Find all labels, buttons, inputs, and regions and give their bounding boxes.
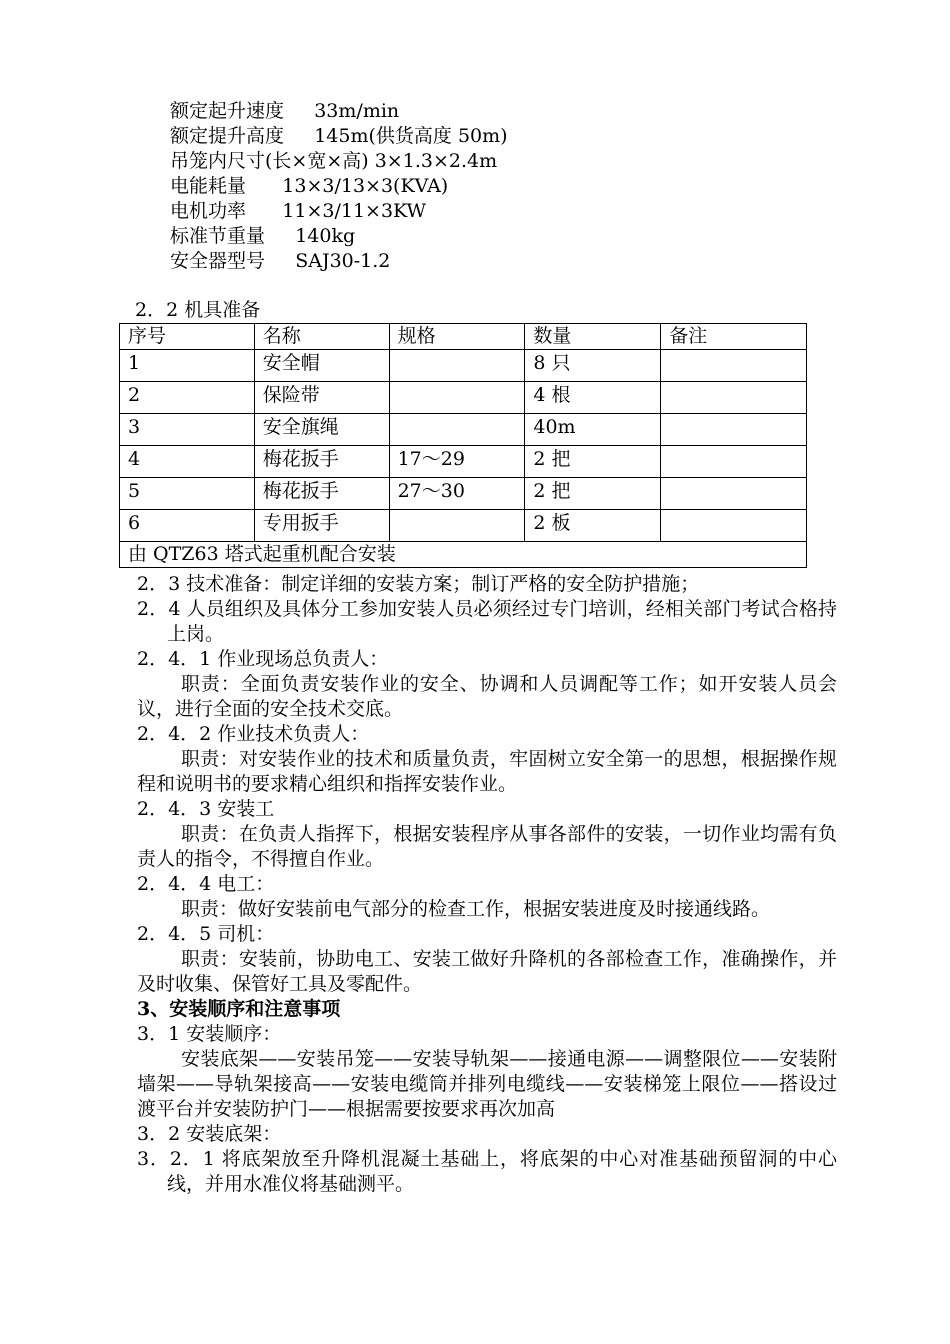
table-cell: 4 根 — [525, 382, 661, 414]
spec-value: 145m(供货高度 50m) — [314, 125, 508, 147]
spec-row — [170, 199, 508, 224]
table-row — [120, 478, 807, 510]
spec-value: 3×1.3×2.4m — [374, 150, 498, 172]
table-row — [120, 382, 807, 414]
table-cell — [389, 510, 525, 542]
table-cell: 保险带 — [254, 382, 389, 414]
table-cell — [389, 350, 525, 382]
paragraph: 职责：安装前，协助电工、安装工做好升降机的各部检查工作，准确操作，并及时收集、保管好工具及零配件。 — [137, 948, 837, 995]
table-header-cell: 名称 — [254, 324, 389, 350]
spec-row — [170, 174, 508, 199]
spec-label: 电能耗量 — [170, 175, 247, 197]
paragraph: 2．4 人员组织及具体分工参加安装人员必须经过专门培训，经相关部门考试合格持上岗。 — [137, 598, 837, 645]
document-body — [137, 572, 837, 1197]
spec-label: 额定提升高度 — [170, 125, 285, 147]
section-heading: 3、安装顺序和注意事项 — [137, 998, 341, 1020]
table-cell: 2 把 — [525, 446, 661, 478]
spec-row — [170, 224, 508, 249]
section-heading: 2．2 机具准备 — [135, 299, 261, 321]
table-cell: 6 — [120, 510, 255, 542]
spec-label: 额定起升速度 — [170, 100, 285, 122]
table-cell: 8 只 — [525, 350, 661, 382]
spec-value: 33m/min — [314, 100, 400, 122]
sub-heading: 2．4．5 司机： — [137, 923, 275, 945]
table-cell — [389, 414, 525, 446]
table-cell: 17～29 — [389, 446, 525, 478]
spec-value: 140kg — [295, 225, 356, 247]
table-cell — [389, 382, 525, 414]
spec-label: 吊笼内尺寸(长×宽×高) — [170, 150, 369, 172]
table-cell: 梅花扳手 — [254, 478, 389, 510]
spec-row — [170, 249, 508, 274]
table-cell — [661, 510, 807, 542]
table-cell: 专用扳手 — [254, 510, 389, 542]
table-cell: 2 — [120, 382, 255, 414]
spec-row — [170, 124, 508, 149]
table-cell: 2 板 — [525, 510, 661, 542]
table-footer-row — [120, 542, 807, 568]
sub-heading: 2．4．3 安装工 — [137, 798, 275, 820]
spec-row — [170, 149, 508, 174]
table-cell — [661, 382, 807, 414]
table-cell: 5 — [120, 478, 255, 510]
spec-label: 电机功率 — [170, 200, 247, 222]
paragraph: 职责：全面负责安装作业的安全、协调和人员调配等工作；如开安装人员会议，进行全面的安全技术交底。 — [137, 673, 837, 720]
table-cell: 安全旗绳 — [254, 414, 389, 446]
table-cell — [661, 478, 807, 510]
table-header-cell: 数量 — [525, 324, 661, 350]
table-cell: 梅花扳手 — [254, 446, 389, 478]
spec-value: SAJ30-1.2 — [295, 250, 391, 272]
table-row — [120, 446, 807, 478]
table-cell: 1 — [120, 350, 255, 382]
table-header-cell: 备注 — [661, 324, 807, 350]
sub-heading: 3．2 安装底架： — [137, 1123, 282, 1145]
table-row — [120, 510, 807, 542]
table-cell: 27～30 — [389, 478, 525, 510]
table-row — [120, 414, 807, 446]
spec-label: 标准节重量 — [170, 225, 266, 247]
paragraph: 职责：做好安装前电气部分的检查工作，根据安装进度及时接通线路。 — [181, 898, 771, 920]
sub-heading: 2．4．1 作业现场总负责人： — [137, 648, 389, 670]
table-row — [120, 350, 807, 382]
paragraph: 职责：在负责人指挥下，根据安装程序从事各部件的安装，一切作业均需有负责人的指令，不得擅自作业。 — [137, 823, 837, 870]
spec-row — [170, 99, 508, 124]
table-header-row — [120, 324, 807, 350]
table-cell — [661, 446, 807, 478]
spec-list — [170, 99, 508, 274]
table-header-cell: 序号 — [120, 324, 255, 350]
sub-heading: 2．4．4 电工： — [137, 873, 275, 895]
sub-heading: 3．1 安装顺序： — [137, 1023, 282, 1045]
table-cell: 3 — [120, 414, 255, 446]
table-cell — [661, 350, 807, 382]
table-cell: 40m — [525, 414, 661, 446]
table-cell: 2 把 — [525, 478, 661, 510]
paragraph: 职责：对安装作业的技术和质量负责，牢固树立安全第一的思想，根据操作规程和说明书的要求精心组织和指挥安装作业。 — [137, 748, 837, 795]
tools-table — [119, 323, 807, 568]
spec-value: 13×3/13×3(KVA) — [282, 175, 449, 197]
paragraph: 2．3 技术准备：制定详细的安装方案；制订严格的安全防护措施； — [137, 573, 700, 595]
paragraph: 3．2．1 将底架放至升降机混凝土基础上，将底架的中心对准基础预留洞的中心线，并用水准仪将基础测平。 — [137, 1148, 837, 1195]
spec-label: 安全器型号 — [170, 250, 266, 272]
paragraph: 安装底架——安装吊笼——安装导轨架——接通电源——调整限位——安装附墙架——导轨架接高——安装电缆筒并排列电缆线——安装梯笼上限位——搭设过渡平台并安装防护门——根据需要按要求再次加高 — [137, 1048, 837, 1120]
table-header-cell: 规格 — [389, 324, 525, 350]
table-cell: 4 — [120, 446, 255, 478]
table-cell — [661, 414, 807, 446]
table-footer-cell: 由 QTZ63 塔式起重机配合安装 — [120, 542, 807, 568]
table-cell: 安全帽 — [254, 350, 389, 382]
spec-value: 11×3/11×3KW — [282, 200, 427, 222]
sub-heading: 2．4．2 作业技术负责人： — [137, 723, 370, 745]
